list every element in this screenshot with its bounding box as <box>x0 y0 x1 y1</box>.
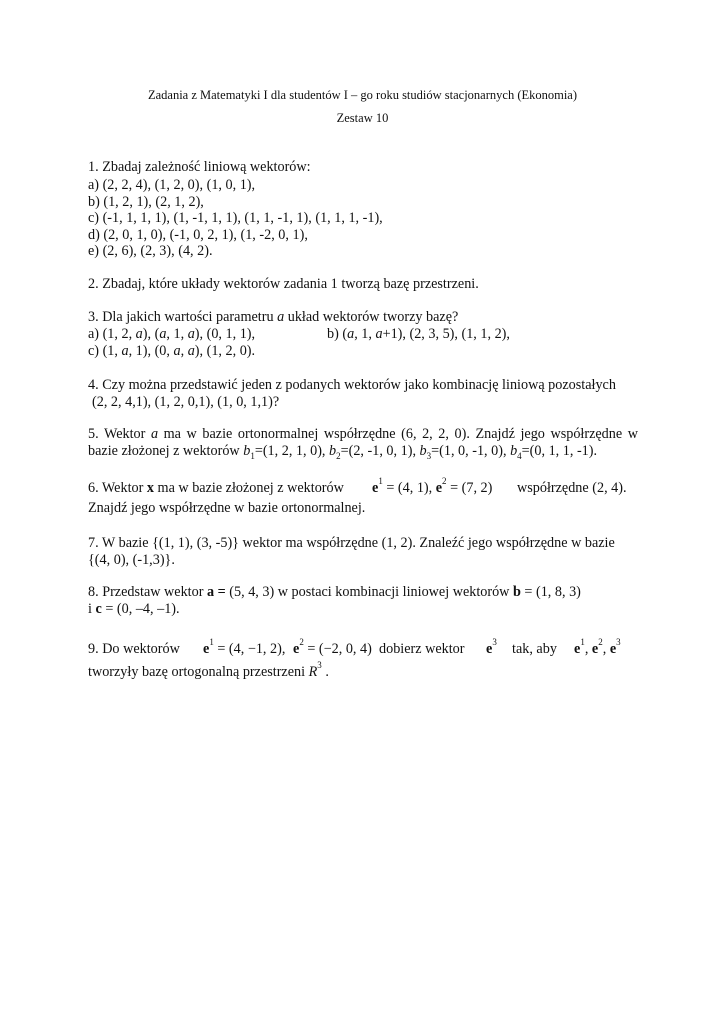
problem-3-a: a) (1, 2, a), (a, 1, a), (0, 1, 1), <box>88 326 256 342</box>
problem-1-d: d) (2, 0, 1, 0), (-1, 0, 2, 1), (1, -2, 0, 1), <box>88 227 308 243</box>
problem-1-b: b) (1, 2, 1), (2, 1, 2), <box>88 194 204 210</box>
problem-1-a: a) (2, 2, 4), (1, 2, 0), (1, 0, 1), <box>88 177 256 193</box>
problem-8-line-1: 8. Przedstaw wektor a = (5, 4, 3) w postaci kombinacji liniowej wektorów b = (1, 8, 3) <box>88 584 581 600</box>
problem-9-intro: 9. Do wektorów <box>88 641 180 657</box>
problem-5-line-1: 5. Wektor a ma w bazie ortonormalnej współrzędne (6, 2, 2, 0). Znajdź jego współrzędne w <box>88 426 638 442</box>
problem-6-line-1-right: współrzędne (2, 4). <box>517 480 627 496</box>
set-number: Zestaw 10 <box>336 111 389 125</box>
problem-9-tak-aby: tak, aby <box>512 641 557 657</box>
problem-2: 2. Zbadaj, które układy wektorów zadania 1 tworzą bazę przestrzeni. <box>88 276 479 292</box>
problem-7-line-1: 7. W bazie {(1, 1), (3, -5)} wektor ma współrzędne (1, 2). Znaleźć jego współrzędne w bazie <box>88 535 615 551</box>
document-header-title: Zadania z Matematyki I dla studentów I – go roku studiów stacjonarnych (Ekonomia) <box>147 88 578 102</box>
problem-1-c: c) (-1, 1, 1, 1), (1, -1, 1, 1), (1, 1, -1, 1), (1, 1, 1, -1), <box>88 210 383 226</box>
problem-9-dobierz: dobierz wektor <box>379 641 465 657</box>
problem-9-vector-e3: $e^3$ <box>486 637 497 657</box>
problem-6-line-1-left: 6. Wektor x ma w bazie złożonej z wektorów <box>88 480 344 496</box>
problem-3-c: c) (1, a, 1), (0, a, a), (1, 2, 0). <box>88 343 256 359</box>
problem-1-intro: 1. Zbadaj zależność liniową wektorów: <box>88 159 311 175</box>
problem-9-line-2: tworzyły bazę ortogonalną przestrzeni $R^3$ . <box>88 660 329 680</box>
problem-7-line-2: {(4, 0), (-1,3)}. <box>88 552 175 568</box>
problem-9-vector-e1: $e^1 = (4$, −1, 2), <box>203 637 286 657</box>
problem-3-intro: 3. Dla jakich wartości parametru a układ wektorów tworzy bazę? <box>88 309 459 325</box>
problem-9-vector-e2: $e^2 = (-2$, 0, 4) <box>293 637 372 657</box>
problem-1-e: e) (2, 6), (2, 3), (4, 2). <box>88 243 213 259</box>
problem-4-line-1: 4. Czy można przedstawić jeden z podanych wektorów jako kombinację liniową pozostałych <box>88 377 616 393</box>
problem-9-vectors-list: $e^1$, $e^2$, $e^3$ <box>574 637 621 657</box>
problem-8-line-2: i c = (0, –4, –1). <box>88 601 180 617</box>
problem-5-line-2: bazie złożonej z wektorów $b_1=(1$, 2, 1, 0), $b_2=(2$, -1, 0, 1), $b_3=(1$, 0, -1, 0), $b_4=(0$, 1, 1, -1). <box>88 443 598 461</box>
problem-3-b: b) (a, 1, a+1), (2, 3, 5), (1, 1, 2), <box>327 326 510 342</box>
problem-6-basis-vectors: $e^1 = (4$, 1), $e^2 = (7$, 2) <box>372 476 493 496</box>
problem-4-line-2: (2, 2, 4,1), (1, 2, 0,1), (1, 0, 1,1)? <box>92 394 280 410</box>
problem-6-line-2: Znajdź jego współrzędne w bazie ortonormalnej. <box>88 500 366 516</box>
